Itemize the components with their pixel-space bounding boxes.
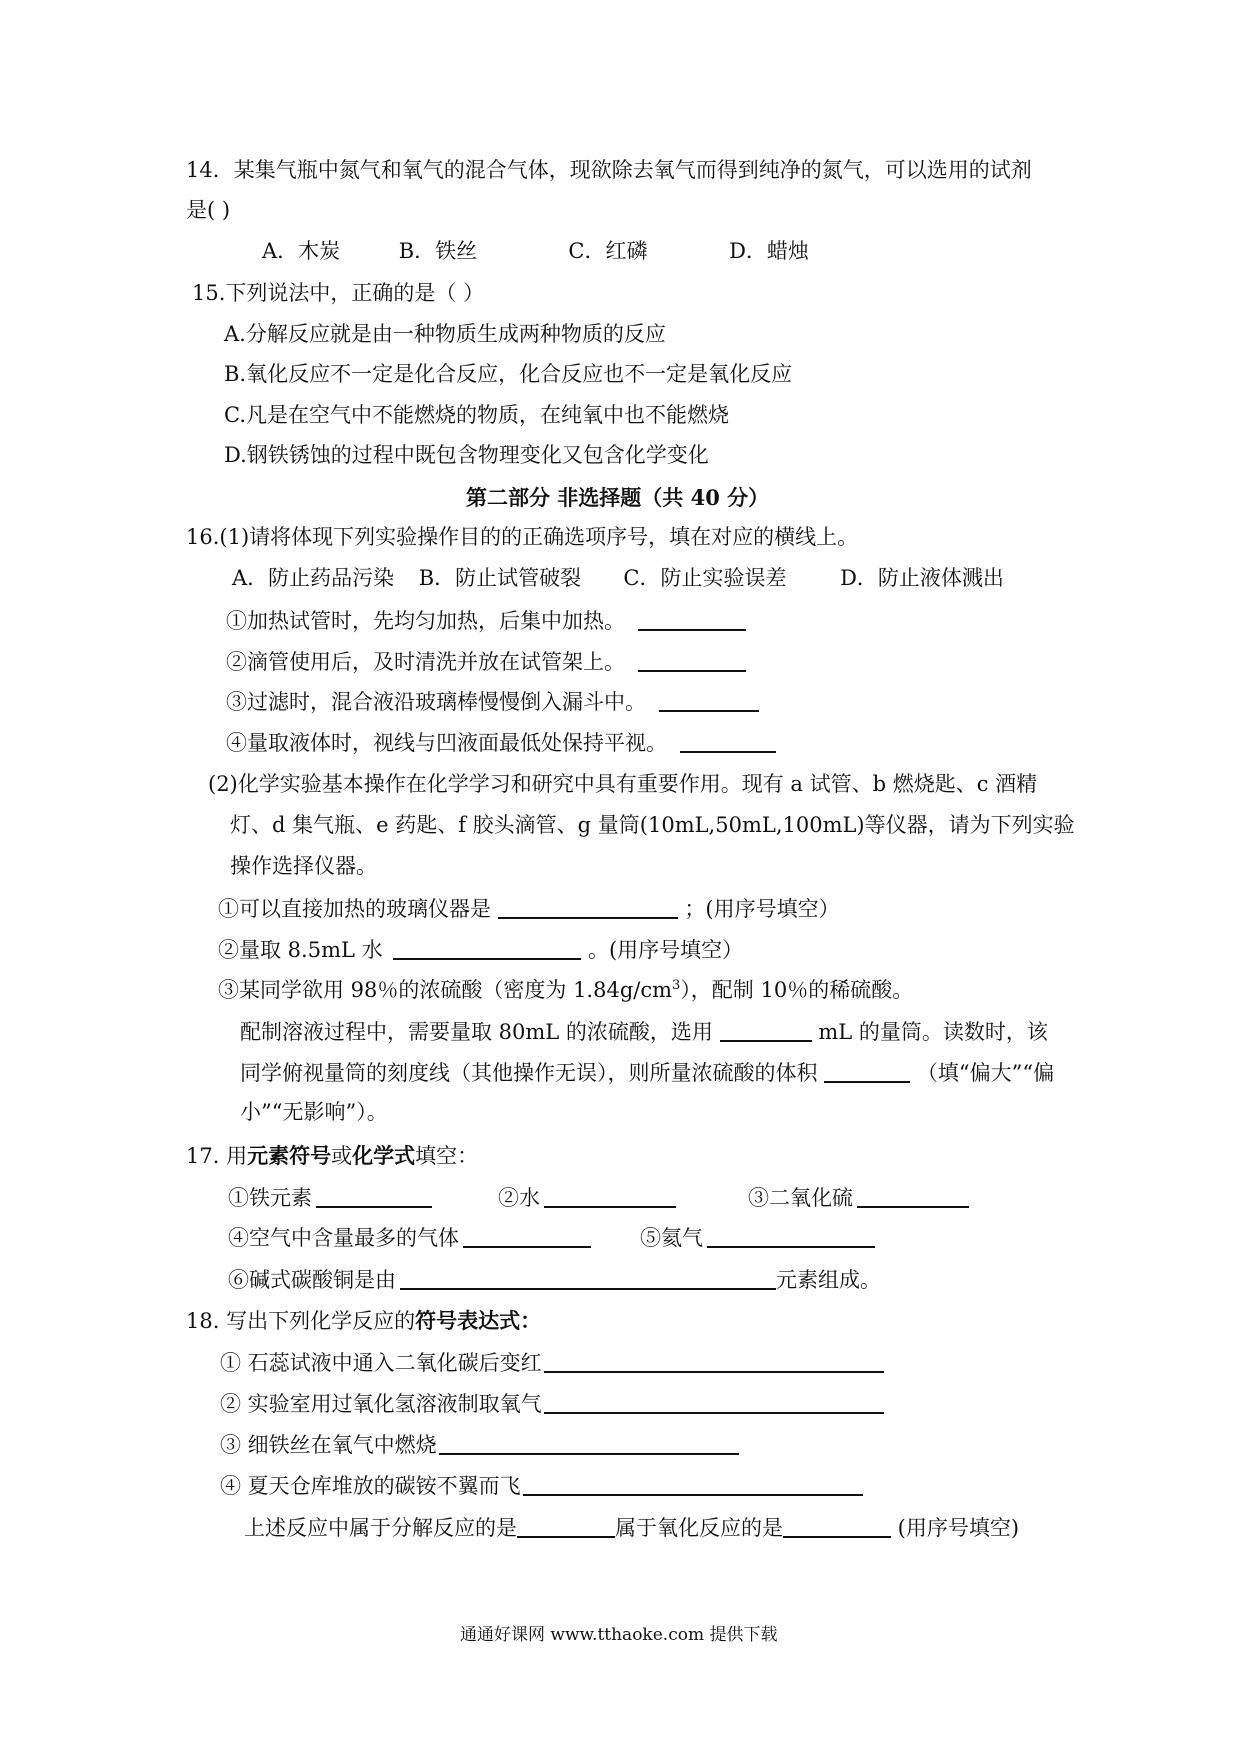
- q16-sub2: [218, 938, 743, 961]
- q18-stem-a: 18. 写出下列化学反应的: [186, 1309, 416, 1333]
- q16-sub3-line2-text: 配制溶液过程中，需要量取 80mL 的浓硫酸，选用: [240, 1020, 713, 1044]
- q14-stem-line1: 14．某集气瓶中氮气和氧气的混合气体，现欲除去氧气而得到纯净的氮气，可以选用的试剂: [186, 158, 1032, 182]
- q16-option-d: D．防止液体溅出: [840, 566, 1004, 590]
- q17-item-3-blank[interactable]: [857, 1186, 969, 1208]
- q17-item-5-blank[interactable]: [707, 1226, 875, 1248]
- q17-item-3: ③二氧化硫: [748, 1186, 853, 1210]
- q16-option-a: A．防止药品污染: [232, 566, 395, 590]
- q16-item-2-text: ②滴管使用后，及时清洗并放在试管架上。: [226, 650, 625, 674]
- q16-sub3-line3: [240, 1061, 1054, 1084]
- q16-sub3-line1: [218, 979, 913, 1001]
- q18-item-4: [220, 1474, 863, 1497]
- q16-item-1-text: ①加热试管时，先均匀加热，后集中加热。: [226, 609, 625, 633]
- q18-stem-bold: 符号表达式：: [415, 1308, 542, 1333]
- q16-sub1: [218, 897, 840, 920]
- q17-item-6-blank[interactable]: [400, 1268, 776, 1290]
- q14-option-b: B．铁丝: [398, 239, 478, 263]
- q17-item-6: ⑥碱式碳酸铜是由: [228, 1268, 396, 1292]
- q16-stem: 16.(1)请将体现下列实验操作目的的正确选项序号，填在对应的横线上。: [186, 525, 859, 549]
- q17-stem-bold-2: 化学式: [352, 1143, 416, 1168]
- q15-option-d: D.钢铁锈蚀的过程中既包含物理变化又包含化学变化: [224, 443, 709, 467]
- q17-item-1: ①铁元素: [228, 1186, 312, 1210]
- q17-item-2: ②水: [498, 1186, 540, 1210]
- q16-item-4-blank[interactable]: [680, 731, 776, 753]
- q17-item-4: ④空气中含量最多的气体: [228, 1226, 459, 1250]
- q18-item-4-text: ④ 夏天仓库堆放的碳铵不翼而飞: [220, 1474, 521, 1498]
- q18-oxidation-blank[interactable]: [783, 1516, 891, 1538]
- q16-sub3-volume-blank[interactable]: [824, 1061, 910, 1083]
- q16-options: [232, 568, 1004, 589]
- q17-row-1: [228, 1186, 432, 1209]
- q16-sub1-suffix: ；(用序号填空）: [684, 897, 840, 921]
- q18-item-1: [220, 1351, 884, 1374]
- q18-summary-text: 上述反应中属于分解反应的是: [244, 1516, 517, 1540]
- q16-sub3-line3-suffix: （填“偏大”“偏: [916, 1061, 1055, 1085]
- q16-sub2-blank[interactable]: [393, 938, 581, 960]
- q16-part2-line3: 操作选择仪器。: [230, 854, 377, 878]
- q17-row-2b: [640, 1226, 875, 1249]
- q16-item-3-text: ③过滤时，混合液沿玻璃棒慢慢倒入漏斗中。: [226, 690, 646, 714]
- q18-item-3-text: ③ 细铁丝在氧气中燃烧: [220, 1433, 437, 1457]
- q17-row-1b: [498, 1186, 676, 1209]
- q17-row-3: [228, 1268, 881, 1291]
- q17-stem-bold-1: 元素符号: [247, 1143, 332, 1168]
- q16-sub3-line1-text: ③某同学欲用 98％的浓硫酸（密度为 1.84g/cm: [218, 978, 673, 1002]
- q17-stem: [186, 1145, 478, 1167]
- q17-item-5: ⑤氦气: [640, 1226, 703, 1250]
- q16-item-1: [226, 609, 746, 632]
- q17-item-1-blank[interactable]: [316, 1186, 432, 1208]
- q18-item-3: [220, 1433, 739, 1456]
- q17-stem-d: 填空：: [415, 1144, 479, 1168]
- q16-sub3-line1-suffix: ），配制 10％的稀硫酸。: [680, 978, 914, 1002]
- q16-item-3: [226, 690, 759, 713]
- q16-sub3-line2: [240, 1020, 1048, 1043]
- q15-stem: 15.下列说法中，正确的是（ ）: [192, 281, 485, 305]
- q15-option-a: A.分解反应就是由一种物质生成两种物质的反应: [224, 322, 666, 346]
- q14-stem-line2: 是( ): [186, 198, 231, 222]
- q16-option-c: C．防止实验误差: [623, 566, 787, 590]
- q17-stem-a: 17. 用: [186, 1144, 248, 1168]
- q18-summary: [244, 1516, 1019, 1539]
- q17-item-4-blank[interactable]: [463, 1226, 591, 1248]
- q16-sub3-line4: 小”“无影响”）。: [240, 1100, 388, 1124]
- q18-item-3-blank[interactable]: [439, 1433, 739, 1455]
- q17-row-1c: [748, 1186, 969, 1209]
- q18-stem: [186, 1310, 541, 1332]
- page-footer: 通通好课网 www.tthaoke.com 提供下载: [460, 1625, 778, 1645]
- q16-item-3-blank[interactable]: [659, 690, 759, 712]
- q16-item-2: [226, 650, 746, 673]
- q18-item-2-text: ② 实验室用过氧化氢溶液制取氧气: [220, 1392, 542, 1416]
- q16-part2-line1: (2)化学实验基本操作在化学学习和研究中具有重要作用。现有 a 试管、b 燃烧匙、c 酒精: [208, 772, 1038, 796]
- q16-sub1-text: ①可以直接加热的玻璃仪器是: [218, 897, 491, 921]
- q16-item-2-blank[interactable]: [638, 650, 746, 672]
- q14-option-c: C．红磷: [568, 239, 648, 263]
- q15-option-b: B.氧化反应不一定是化合反应，化合反应也不一定是氧化反应: [224, 362, 793, 386]
- q17-row-2: [228, 1226, 591, 1249]
- q18-decomposition-blank[interactable]: [517, 1516, 615, 1538]
- q14-option-d: D．蜡烛: [729, 239, 809, 263]
- q17-item-2-blank[interactable]: [544, 1186, 676, 1208]
- q16-item-4-text: ④量取液体时，视线与凹液面最低处保持平视。: [226, 731, 667, 755]
- q18-summary-suffix: (用序号填空): [891, 1516, 1020, 1540]
- q16-sub3-cylinder-blank[interactable]: [720, 1020, 812, 1042]
- q17-item-6-suffix: 元素组成。: [776, 1268, 881, 1292]
- q16-option-b: B．防止试管破裂: [418, 566, 582, 590]
- q16-part2-line2: 灯、d 集气瓶、e 药匙、f 胶头滴管、g 量筒(10mL,50mL,100mL)等仪器，请为下列实验: [230, 813, 1075, 837]
- q18-item-1-text: ① 石蕊试液中通入二氧化碳后变红: [220, 1351, 542, 1375]
- q16-sub3-superscript: 3: [672, 978, 681, 993]
- q16-sub3-line3-text: 同学俯视量筒的刻度线（其他操作无误），则所量浓硫酸的体积: [240, 1061, 818, 1085]
- q17-stem-c: 或: [331, 1144, 353, 1168]
- q18-item-4-blank[interactable]: [523, 1474, 863, 1496]
- q16-sub3-line2-suffix: mL 的量筒。读数时，该: [818, 1020, 1048, 1044]
- q15-option-c: C.凡是在空气中不能燃烧的物质，在纯氧中也不能燃烧: [224, 403, 729, 427]
- q18-item-2-blank[interactable]: [544, 1392, 884, 1414]
- q18-summary-mid: 属于氧化反应的是: [615, 1516, 783, 1540]
- q18-item-2: [220, 1392, 884, 1415]
- q14-option-a: A．木炭: [262, 239, 341, 263]
- section-two-title: 第二部分 非选择题（共 40 分）: [466, 485, 770, 510]
- q16-item-1-blank[interactable]: [638, 609, 746, 631]
- q16-sub2-text: ②量取 8.5mL 水: [218, 938, 383, 962]
- q16-sub1-blank[interactable]: [498, 897, 678, 919]
- q16-item-4: [226, 731, 776, 754]
- q18-item-1-blank[interactable]: [544, 1351, 884, 1373]
- q14-options: [262, 241, 809, 262]
- q16-sub2-suffix: 。(用序号填空）: [587, 938, 744, 962]
